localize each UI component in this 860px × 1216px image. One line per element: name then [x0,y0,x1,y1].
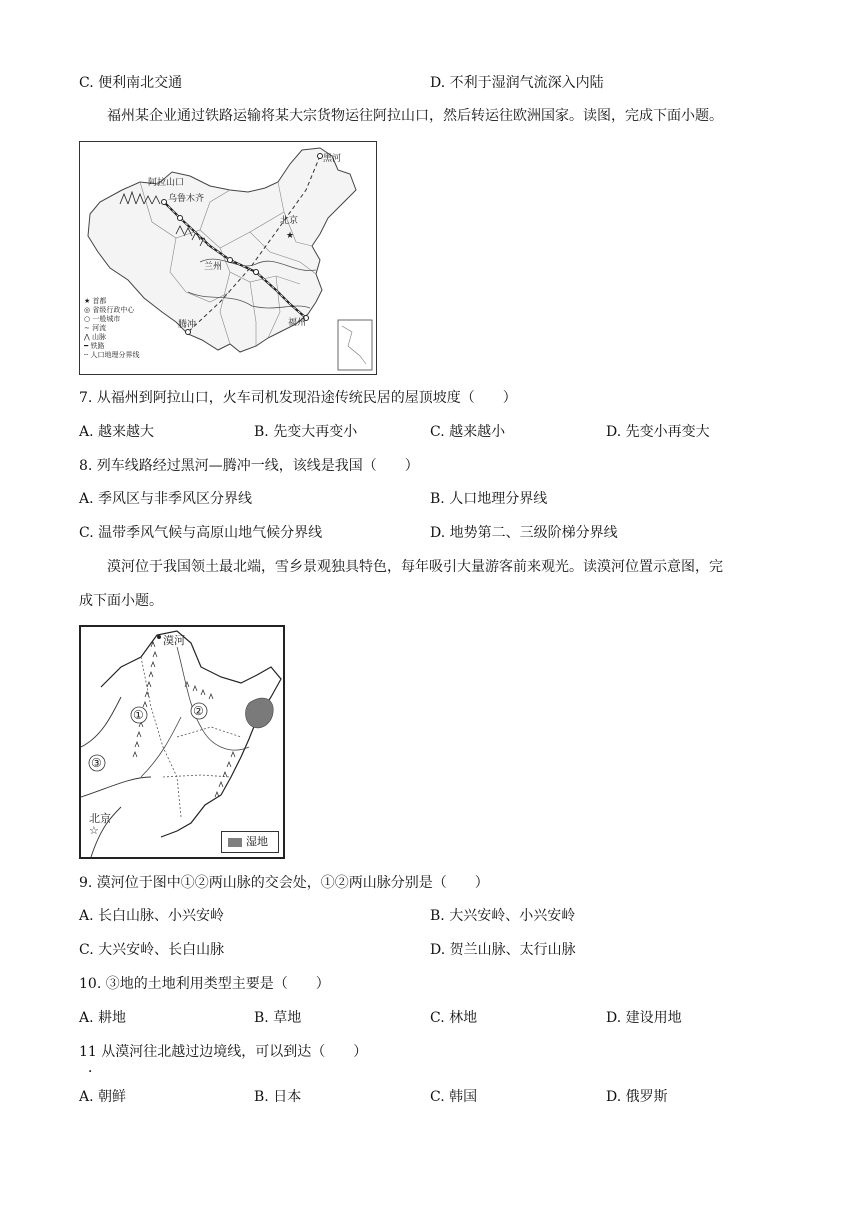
star-icon: ☆ [89,824,99,837]
q7-option-d: D. 先变小再变大 [606,424,710,440]
q11-option-d: D. 俄罗斯 [606,1089,668,1105]
q8-option-c: C. 温带季风气候与高原山地气候分界线 [79,525,323,541]
q9-option-d: D. 贺兰山脉、太行山脉 [430,942,576,958]
q6-option-d: D. 不利于湿润气流深入内陆 [430,75,604,91]
q9-option-b: B. 大兴安岭、小兴安岭 [430,908,576,924]
q8-option-d: D. 地势第二、三级阶梯分界线 [430,525,618,541]
q10-option-b: B. 草地 [254,1010,302,1026]
wetland-swatch [228,838,242,847]
label-lanzhou: 兰州 [204,262,223,272]
label-range-1: ① [133,708,144,722]
q9-option-c: C. 大兴安岭、长白山脉 [79,942,225,958]
map-legend: ★ 首都 ◎ 省级行政中心 ○ 一般城市 ∼ 河流 ⋀ 山脉 ━ 铁路 ┄ 人口地理分界线 [84,297,140,359]
double-circle-icon: ◎ [84,306,91,314]
q9-stem: 9. 漠河位于图中①②两山脉的交会处，①②两山脉分别是（ ） [79,875,489,891]
label-tengchong: 腾冲 [178,320,197,330]
wetland-legend: 湿地 [221,831,279,853]
q6-option-c: C. 便利南北交通 [79,75,183,91]
intro-paragraph-2-line2: 成下面小题。 [79,593,163,609]
q10-option-c: C. 林地 [430,1010,478,1026]
svg-text:★: ★ [286,231,295,241]
q10-option-d: D. 建设用地 [606,1010,682,1026]
label-heihe: 黑河 [323,154,342,164]
circle-icon: ○ [84,315,91,323]
label-alashankou: 阿拉山口 [148,178,185,188]
q7-option-b: B. 先变大再变小 [254,424,358,440]
northeast-china-map [81,627,283,857]
label-fuzhou: 福州 [288,318,307,328]
label-area-3: ③ [91,756,102,770]
intro-paragraph-2-line1: 漠河位于我国领土最北端，雪乡景观独具特色，每年吸引大量游客前来观光。读漠河位置示意图，完 [107,559,723,575]
dashed-line-icon: ┄ [84,351,89,359]
mountain-icon: ⋀ [84,333,90,341]
river-icon: ∼ [84,324,90,332]
q11-option-c: C. 韩国 [430,1089,478,1105]
q8-stem: 8. 列车线路经过黑河—腾冲一线，该线是我国（ ） [79,458,419,474]
china-railway-map [79,141,377,375]
q9-option-a: A. 长白山脉、小兴安岭 [79,908,225,924]
q10-stem: 10. ③地的土地利用类型主要是（ ） [79,976,330,992]
label-range-2: ② [193,704,204,718]
label-urumqi: 乌鲁木齐 [168,194,205,204]
q11-stem: 11 从漠河往北越过边境线，可以到达（ ） [79,1044,368,1060]
label-beijing-2: 北京 ☆ [89,812,111,837]
label-mohe: 漠河 [163,634,185,647]
q7-option-c: C. 越来越小 [430,424,506,440]
q11-option-b: B. 日本 [254,1089,302,1105]
mohe-location-map [79,625,285,859]
q11-option-a: A. 朝鲜 [79,1089,127,1105]
label-beijing: 北京 [280,216,299,226]
q8-option-a: A. 季风区与非季风区分界线 [79,491,253,507]
q11-dot: ． [88,1060,102,1076]
q7-option-a: A. 越来越大 [79,424,155,440]
q7-stem: 7. 从福州到阿拉山口，火车司机发现沿途传统民居的屋顶坡度（ ） [79,390,517,406]
intro-paragraph-1: 福州某企业通过铁路运输将某大宗货物运往阿拉山口，然后转运往欧洲国家。读图，完成下面小题。 [107,108,723,124]
q10-option-a: A. 耕地 [79,1010,127,1026]
q8-option-b: B. 人口地理分界线 [430,491,548,507]
railway-icon: ━ [84,342,89,350]
star-icon: ★ [84,297,91,305]
